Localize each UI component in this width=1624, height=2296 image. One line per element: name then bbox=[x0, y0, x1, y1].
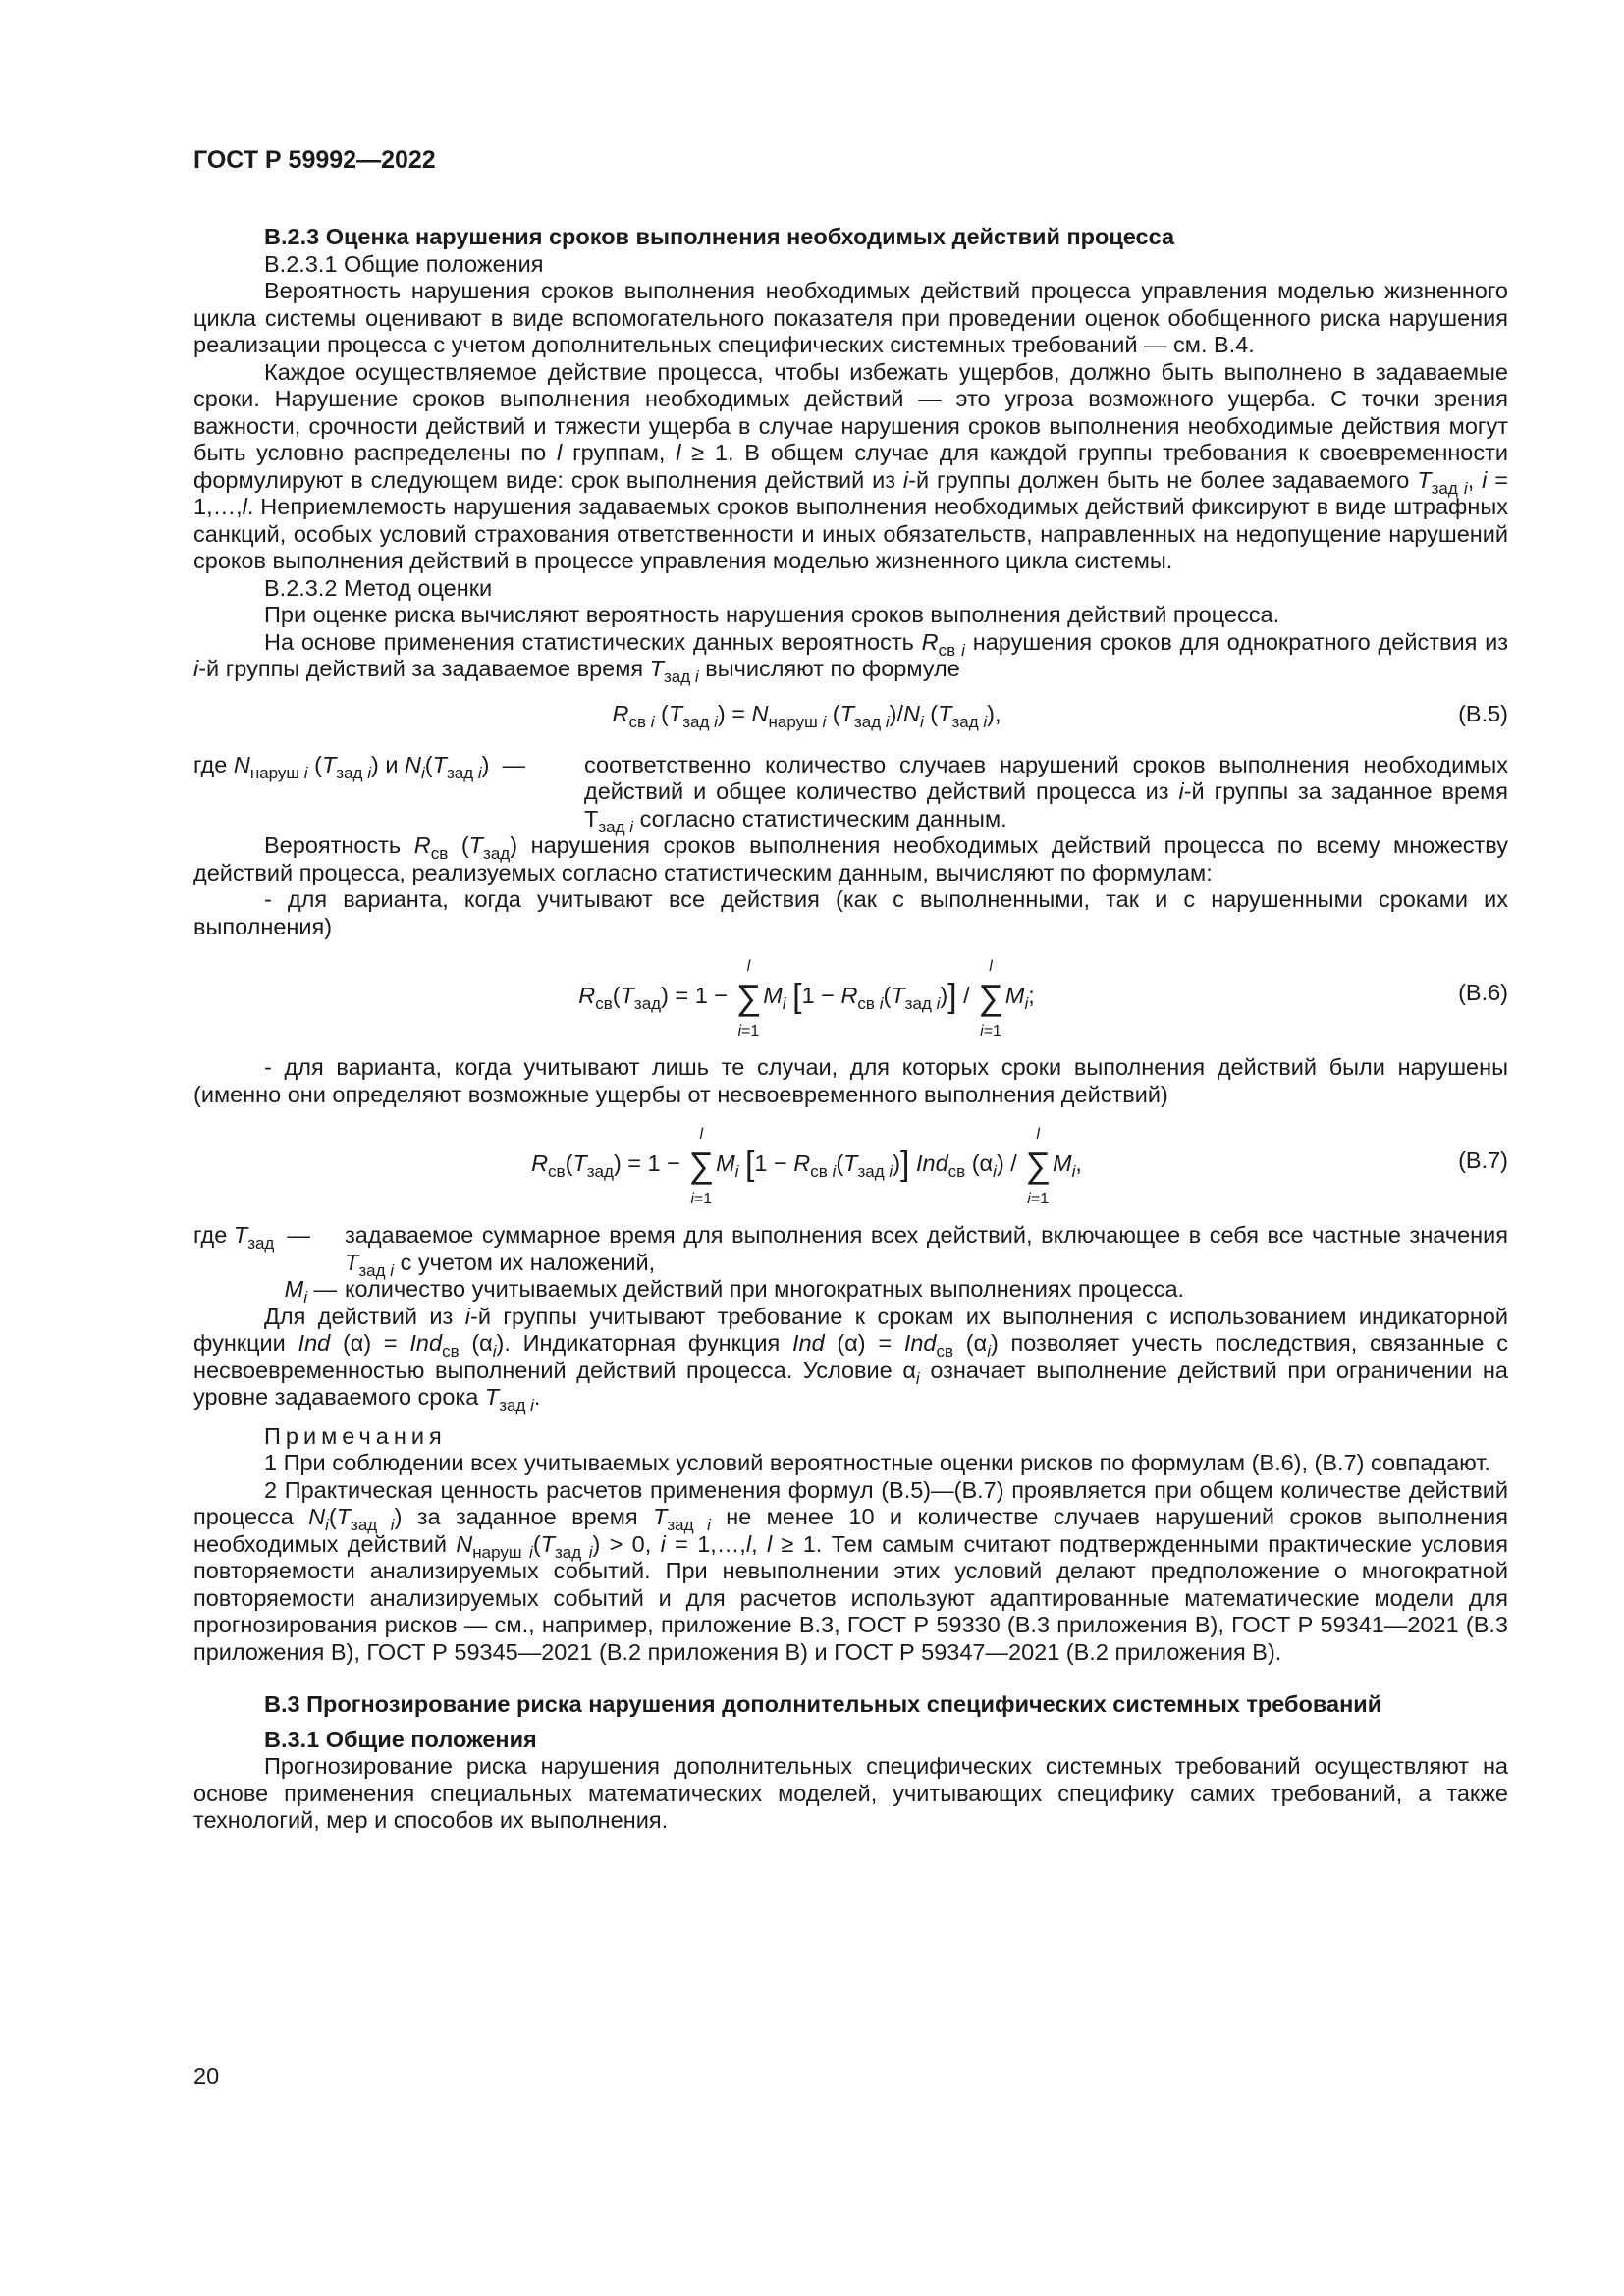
section-title-b231: В.2.3.1 Общие положения bbox=[264, 250, 544, 277]
paragraph-2: Каждое осуществляемое действие процесса, чтобы избежать ущербов, должно быть выполнено в задаваемые сроки. Нарушение сроков выполнения необходимых действий — это угроза возможного ущерба. С точки зрения важности, срочности действий и тяжести ущерба в случае нарушения сроков выполнения необходимые действия могут быть условно распределены по l группам, l ≥ 1. В общем случае для каждой группы требования к своевременности формулируют в следующем виде: срок выполнения действий из i-й группы должен быть не более задаваемого $T_{зад i}$, i = 1,…,l. Неприемлемость нарушения задаваемых сроков выполнения необходимых действий фиксируют в виде штрафных санкций, особых условий страхования ответственности и иных обязательств, направленных на недопущение нарушений сроков выполнения действий в процессе управления моделью жизненного цикла системы. bbox=[193, 358, 1509, 573]
definition-row: где $T_{зад}$ — задаваемое суммарное время для выполнения всех действий, включающее в себя все частные значения $T_{зад i}$ с учетом их наложений, bbox=[193, 1222, 1508, 1280]
section-title-b23: В.2.3 Оценка нарушения сроков выполнения необходимых действий процесса bbox=[264, 224, 1175, 249]
paragraph-8: Для действий из i-й группы учитывают требование к срокам их выполнения с использованием индикаторной функции Ind (α) = Ind$_{св}$ $(\alpha_i)$. Индикаторная функция Ind (α) = Ind$_{св}$ $(\alpha_i)$ позволяет учесть последствия, связанные с несвоевременностью выполнений действий процесса. Условие $\alpha_i$ означает выполнение действий при ограничении на уровне задаваемого срока $T_{зад i}$. bbox=[193, 1303, 1508, 1415]
definition-row: где $N_{наруш i}$ $(T_{зад i})$ и $N_i(T_{зад i})$ — соответственно количество случаев нарушений сроков выполнения необходимых действий и общее количество действий процесса из i-й группы за заданное время $Т_{зад i}$ согласно статистическим данным. bbox=[193, 751, 1509, 836]
paragraph-7: - для варианта, когда учитывают лишь те случаи, для которых сроки выполнения действий были нарушены (именно они определяют возможные ущербы от несвоевременного выполнения действий) bbox=[193, 1054, 1508, 1107]
formula-b5: $R_{св i}$ $(T_{зад i}) = N_{наруш i}$ $(T_{зад i})/N_i$ $(T_{зад i})$, bbox=[612, 700, 1001, 731]
equation-number: (В.6) bbox=[1458, 980, 1508, 1005]
formula-b7: $R_{св}(T_{зад}) = 1$ − l ∑ i=1 $M_i$ $[1 - R_{св i}(T_{зад i})]$ Ind$_{св}$ $(\alpha_i)$ / l ∑ i=1 $M_i$, bbox=[531, 1126, 1082, 1207]
definitions-b7 bbox=[193, 1222, 1508, 1307]
note-1: 1 При соблюдении всех учитываемых условий вероятностные оценки рисков по формулам (В.6), (В.7) совпадают. bbox=[264, 1450, 1490, 1475]
paragraph-1: Вероятность нарушения сроков выполнения необходимых действий процесса управления моделью жизненного цикла системы оценивают в виде вспомогательного показателя при проведении оценок обобщенного риска нарушения реализации процесса с учетом дополнительных специфических системных требований — см. В.4. bbox=[193, 278, 1508, 357]
notes-title: Примечания bbox=[264, 1422, 447, 1449]
page-header: ГОСТ Р 59992—2022 bbox=[193, 146, 436, 174]
paragraph-4: На основе применения статистических данных вероятность $R_{св i}$ нарушения сроков для однократного действия из i-й группы действий за задаваемое время $T_{зад i}$ вычисляют по формуле bbox=[193, 628, 1509, 686]
paragraph-3: При оценке риска вычисляют вероятность нарушения сроков выполнения действий процесса. bbox=[264, 602, 1280, 627]
section-title-b31: В.3.1 Общие положения bbox=[264, 1726, 537, 1752]
page-number: 20 bbox=[193, 2063, 220, 2089]
paragraph-5: Вероятность $R_{св}$ $(T_{зад})$ нарушения сроков выполнения необходимых действий процесса по всему множеству действий процесса, реализуемых согласно статистическим данным, вычисляют по формулам: bbox=[193, 832, 1508, 885]
paragraph-9: Прогнозирование риска нарушения дополнительных специфических системных требований осуществляют на основе применения специальных математических моделей, учитывающих специфику самих требований, а также технологий, мер и способов их выполнения. bbox=[193, 1753, 1508, 1833]
note-2: 2 Практическая ценность расчетов применения формул (В.5)—(В.7) проявляется при общем количестве действий процесса $N_i(T_{зад i})$ за заданное время $T_{зад i}$ не менее 10 и количестве случаев нарушений сроков выполнения необходимых действий $N_{наруш i}(T_{зад i}) > 0$, i = 1,…,l, l ≥ 1. Тем самым считают подтвержденными практические условия повторяемости анализируемых событий. При невыполнении этих условий делают предположение о многократной повторяемости анализируемых событий и для расчетов используют адаптированные математические модели для прогнозирования рисков — см., например, приложение В.3, ГОСТ Р 59330 (В.3 приложения В), ГОСТ Р 59341—2021 (В.3 приложения В), ГОСТ Р 59345—2021 (В.2 приложения В) и ГОСТ Р 59347—2021 (В.2 приложения В). bbox=[193, 1476, 1509, 1665]
formula-b6: $R_{св}(T_{зад}) = 1$ − l ∑ i=1 $M_i$ $[1 - R_{св i}(T_{зад i})]$ / l ∑ i=1 $M_i$; bbox=[578, 958, 1035, 1040]
equation-b6 bbox=[193, 946, 1508, 1048]
equation-number: (В.7) bbox=[1458, 1148, 1508, 1173]
definition-row: $M_i$ — количество учитываемых действий при многократных выполнениях процесса. bbox=[284, 1276, 1185, 1307]
equation-number: (В.5) bbox=[1458, 700, 1508, 726]
equation-b5 bbox=[193, 689, 1508, 746]
paragraph-6: - для варианта, когда учитывают все действия (как с выполненными, так и с нарушенными сроками их выполнения) bbox=[193, 886, 1508, 939]
document-body bbox=[193, 224, 1508, 1835]
definitions-b5 bbox=[193, 751, 1509, 836]
equation-b7 bbox=[193, 1114, 1508, 1216]
section-title-b232: В.2.3.2 Метод оценки bbox=[264, 574, 493, 601]
section-title-b3: В.3 Прогнозирование риска нарушения дополнительных специфических системных требований bbox=[264, 1691, 1382, 1717]
